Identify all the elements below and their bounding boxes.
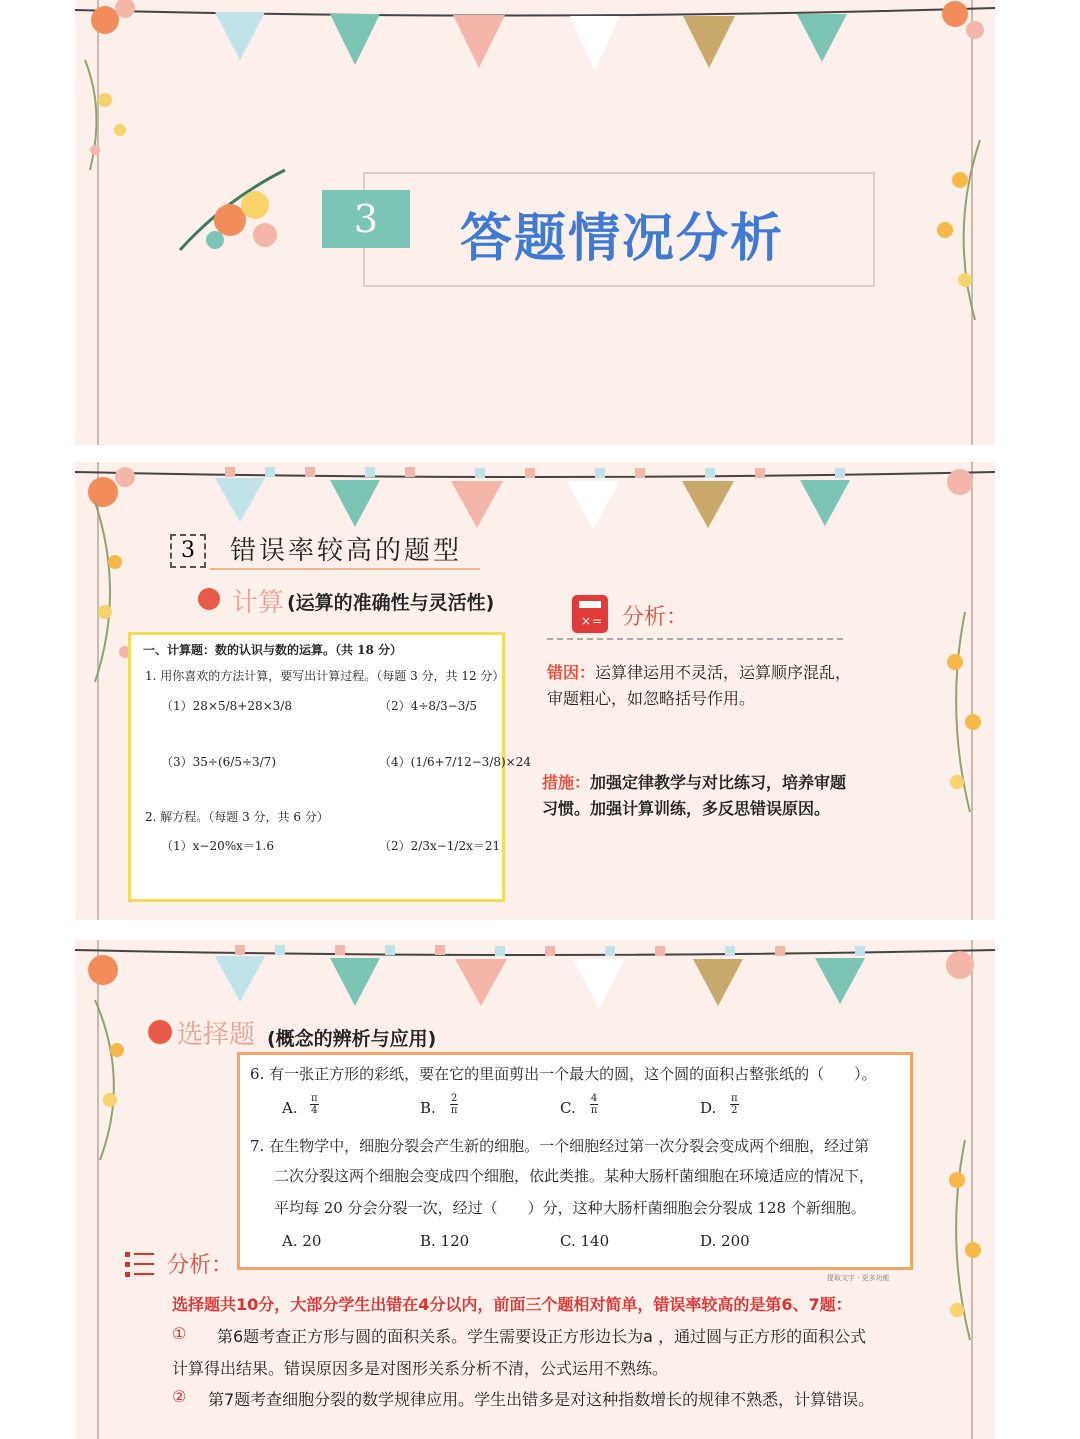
bullet-dot xyxy=(198,588,220,610)
measure-label: 措施： xyxy=(542,773,591,792)
question-7-option: B. 120 xyxy=(420,1232,470,1250)
flower-vine-right xyxy=(935,1140,995,1340)
measure-text: 习惯。加强计算训练，多反思错误原因。 xyxy=(542,799,831,818)
exam-item: （2）4÷8/3−3/5 xyxy=(379,699,478,713)
option-label: C. xyxy=(560,1099,576,1117)
flower-bouquet xyxy=(175,160,305,280)
slide-3 xyxy=(75,940,995,1439)
exam-item: （1）x−20%x＝1.6 xyxy=(161,839,274,853)
question-7-line: 平均每 20 分会分裂一次，经过（ ）分，这种大肠杆菌细胞会分裂成 128 个新细胞。 xyxy=(274,1199,866,1217)
topic-title: 计算 xyxy=(232,588,285,618)
flower-vine-left xyxy=(75,60,155,170)
question-7-option: C. 140 xyxy=(560,1232,610,1250)
option-label: B. xyxy=(420,1099,436,1117)
cause-text: 运算律运用不灵活，运算顺序混乱， xyxy=(595,663,852,682)
option-fraction: $\frac{\pi}{2}$ xyxy=(731,1093,738,1116)
cause-label: 错因： xyxy=(547,663,596,682)
exam-excerpt-choice xyxy=(237,1052,913,1270)
page-title: 答题情况分析 xyxy=(460,209,785,269)
exam-item: （3）35÷(6/5÷3/7) xyxy=(161,755,277,769)
exam-excerpt-calculation xyxy=(128,632,532,902)
flower-vine-left xyxy=(75,1000,155,1160)
list-icon xyxy=(123,1248,159,1282)
exam-question-2: 2. 解方程。（每题 3 分，共 6 分） xyxy=(145,810,329,824)
question-7-option: D. 200 xyxy=(700,1232,750,1250)
topic-note: (运算的准确性与灵活性) xyxy=(287,592,495,614)
flower-vine-right xyxy=(920,140,995,320)
point-number: ② xyxy=(172,1387,187,1406)
point-number: ① xyxy=(172,1324,187,1343)
analysis-summary: 选择题共10分，大部分学生出错在4分以内，前面三个题相对简单，错误率较高的是第6、7题： xyxy=(172,1295,852,1314)
section-number-box: 3 xyxy=(322,190,410,248)
option-fraction: $\frac{2}{\pi}$ xyxy=(450,1093,458,1116)
option-label: D. xyxy=(700,1099,717,1117)
analysis-heading: 分析： xyxy=(167,1253,234,1278)
point-1-text: 计算得出结果。错误原因多是对图形关系分析不清，公式运用不熟练。 xyxy=(172,1359,669,1378)
divider xyxy=(547,638,843,640)
question-7-option: A. 20 xyxy=(282,1232,322,1250)
bullet-dot xyxy=(148,1020,172,1044)
point-2-text: 第7题考查细胞分裂的数学规律应用。学生出错多是对这种指数增长的规律不熟悉，计算错误。 xyxy=(208,1390,875,1409)
topic-note: (概念的辨析与应用) xyxy=(267,1028,437,1050)
svg-text:=: = xyxy=(592,614,603,628)
section-title: 错误率较高的题型 xyxy=(230,536,463,566)
cause-paragraph xyxy=(547,660,887,712)
question-7-line: 二次分裂这两个细胞会变成四个细胞，依此类推。某种大肠杆菌细胞在环境适应的情况下， xyxy=(274,1167,875,1185)
svg-text:×: × xyxy=(581,614,592,628)
exam-item: （1）28×5/8+28×3/8 xyxy=(161,699,292,713)
exam-item: （2）2/3x−1/2x＝21 xyxy=(379,839,501,853)
option-fraction: $\frac{\pi}{4}$ xyxy=(311,1093,318,1116)
bunting-decoration xyxy=(75,462,995,572)
slide-1 xyxy=(75,0,995,445)
option-label: A. xyxy=(282,1099,298,1117)
exam-heading: 一、计算题：数的认识与数的运算。（共 18 分） xyxy=(143,643,403,657)
question-6: 6. 有一张正方形的彩纸，要在它的里面剪出一个最大的圆，这个圆的面积占整张纸的（ ）。 xyxy=(250,1065,877,1083)
section-number: 3 xyxy=(170,534,206,568)
toolbar-hint: 提取文字 · 更多功能 xyxy=(827,1274,890,1282)
topic-title: 选择题 xyxy=(177,1020,256,1050)
measure-text: 加强定律教学与对比练习，培养审题 xyxy=(590,773,847,792)
flower-vine-right xyxy=(935,612,995,812)
exam-item: （4）(1/6+7/12−3/8)×24 xyxy=(379,755,532,769)
analysis-heading: 分析： xyxy=(622,605,689,630)
calculator-icon xyxy=(572,595,608,633)
point-1-text: 第6题考查正方形与圆的面积关系。学生需要设正方形边长为a ，通过圆与正方形的面积公式 xyxy=(217,1327,867,1346)
cause-text: 审题粗心，如忽略括号作用。 xyxy=(547,689,756,708)
section-underline xyxy=(210,568,480,570)
exam-question-1: 1. 用你喜欢的方法计算，要写出计算过程。（每题 3 分，共 12 分） xyxy=(145,669,505,683)
question-7-line: 7. 在生物学中，细胞分裂会产生新的细胞。一个细胞经过第一次分裂会变成两个细胞，经过第 xyxy=(250,1137,870,1155)
measure-paragraph xyxy=(542,770,892,822)
slide-2 xyxy=(75,462,995,920)
option-fraction: $\frac{4}{\pi}$ xyxy=(590,1093,598,1116)
bunting-decoration xyxy=(75,0,995,110)
